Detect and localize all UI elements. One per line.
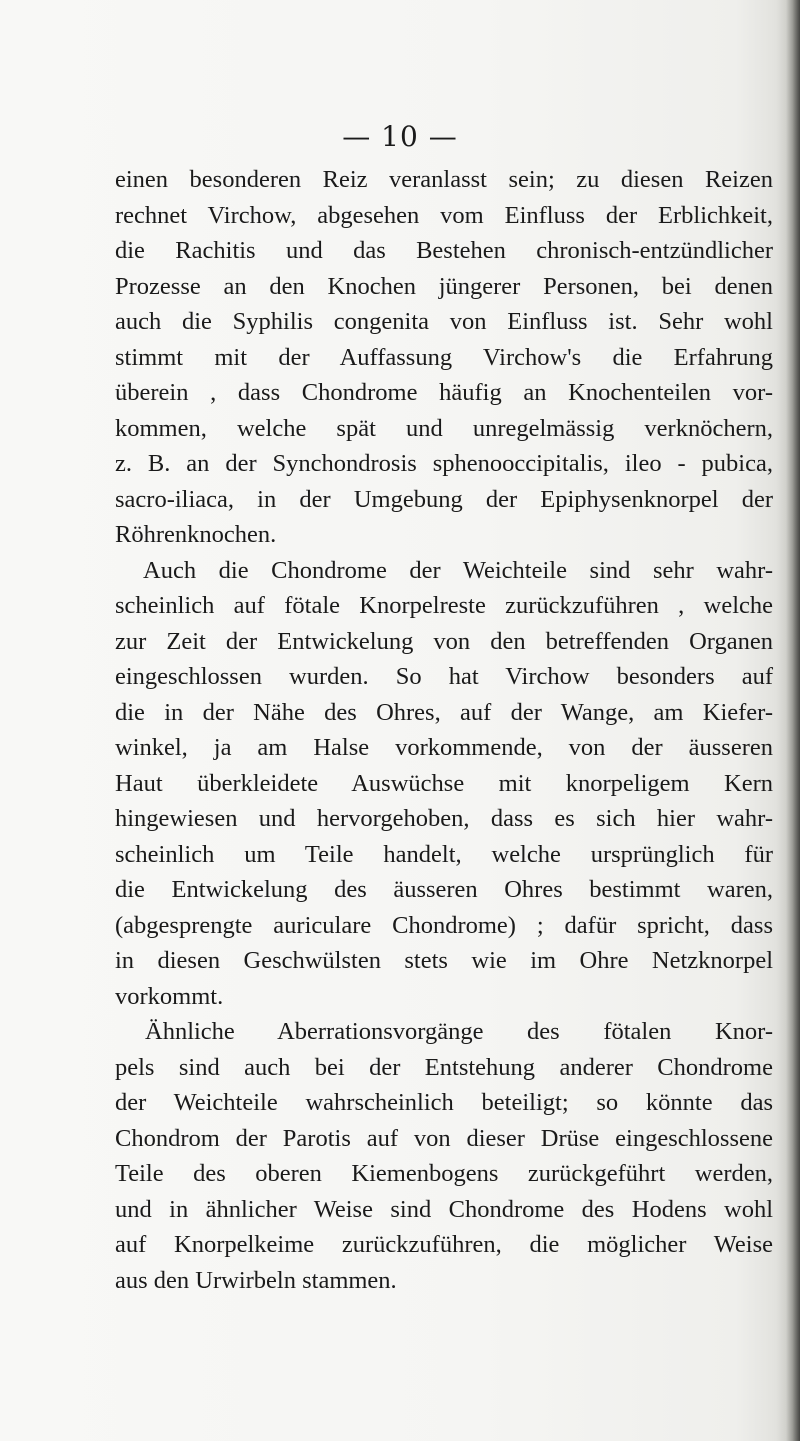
text-line: zur Zeit der Entwickelung von den betreffenden Organen — [115, 627, 773, 655]
text-line: überein , dass Chondrome häufig an Knochenteilen vor- — [115, 379, 773, 406]
text-line: auch die Syphilis congenita von Einfluss ist. Sehr wohl — [115, 308, 773, 335]
text-line: Teile des oberen Kiemenbogens zurückgeführt werden, — [115, 1160, 773, 1187]
text-line: scheinlich um Teile handelt, welche ursprünglich für — [115, 840, 773, 868]
text-line: die Rachitis und das Bestehen chronisch-entzündlicher — [115, 237, 773, 264]
page-number: — 10 — — [342, 120, 458, 153]
text-line: (abgesprengte auriculare Chondrome) ; dafür spricht, dass — [115, 911, 773, 939]
text-line: winkel, ja am Halse vorkommende, von der äusseren — [115, 734, 773, 761]
text-line: einen besonderen Reiz veranlasst sein; zu diesen Reizen — [115, 166, 773, 193]
text-line: hingewiesen und hervorgehoben, dass es sich hier wahr- — [115, 805, 773, 832]
text-line: pels sind auch bei der Entstehung anderer Chondrome — [115, 1053, 773, 1081]
text-line: und in ähnlicher Weise sind Chondrome des Hodens wohl — [115, 1195, 773, 1223]
paragraph-end-line: Röhrenknochen. — [115, 521, 277, 548]
text-line: in diesen Geschwülsten stets wie im Ohre Netzknorpel — [115, 947, 773, 974]
paragraph-end-line: aus den Urwirbeln stammen. — [115, 1266, 397, 1294]
paragraph-start-line: Ähnliche Aberrationsvorgänge des fötalen Knor- — [145, 1018, 773, 1045]
text-line: scheinlich auf fötale Knorpelreste zurückzuführen , welche — [115, 592, 773, 619]
text-line: auf Knorpelkeime zurückzuführen, die möglicher Weise — [115, 1231, 773, 1258]
text-line: rechnet Virchow, abgesehen vom Einfluss der Erblichkeit, — [115, 201, 773, 229]
text-line: z. B. an der Synchondrosis sphenooccipitalis, ileo - pubica, — [115, 450, 773, 477]
paragraph-end-line: vorkommt. — [115, 982, 224, 1010]
text-line: der Weichteile wahrscheinlich beteiligt; so könnte das — [115, 1089, 773, 1116]
text-line: die in der Nähe des Ohres, auf der Wange, am Kiefer- — [115, 698, 773, 726]
text-line: kommen, welche spät und unregelmässig verknöchern, — [115, 414, 773, 442]
body-text — [115, 162, 773, 1298]
paragraph-start-line: Auch die Chondrome der Weichteile sind sehr wahr- — [143, 556, 773, 584]
text-line: eingeschlossen wurden. So hat Virchow besonders auf — [115, 663, 773, 690]
text-line: die Entwickelung des äusseren Ohres bestimmt waren, — [115, 876, 773, 903]
text-line: stimmt mit der Auffassung Virchow's die Erfahrung — [115, 343, 773, 371]
text-line: Haut überkleidete Auswüchse mit knorpeligem Kern — [115, 769, 773, 797]
text-line: Chondrom der Parotis auf von dieser Drüse eingeschlossene — [115, 1124, 773, 1152]
text-line: sacro-iliaca, in der Umgebung der Epiphysenknorpel der — [115, 485, 773, 513]
text-line: Prozesse an den Knochen jüngerer Personen, bei denen — [115, 272, 773, 300]
page-edge-shadow — [786, 0, 800, 1441]
